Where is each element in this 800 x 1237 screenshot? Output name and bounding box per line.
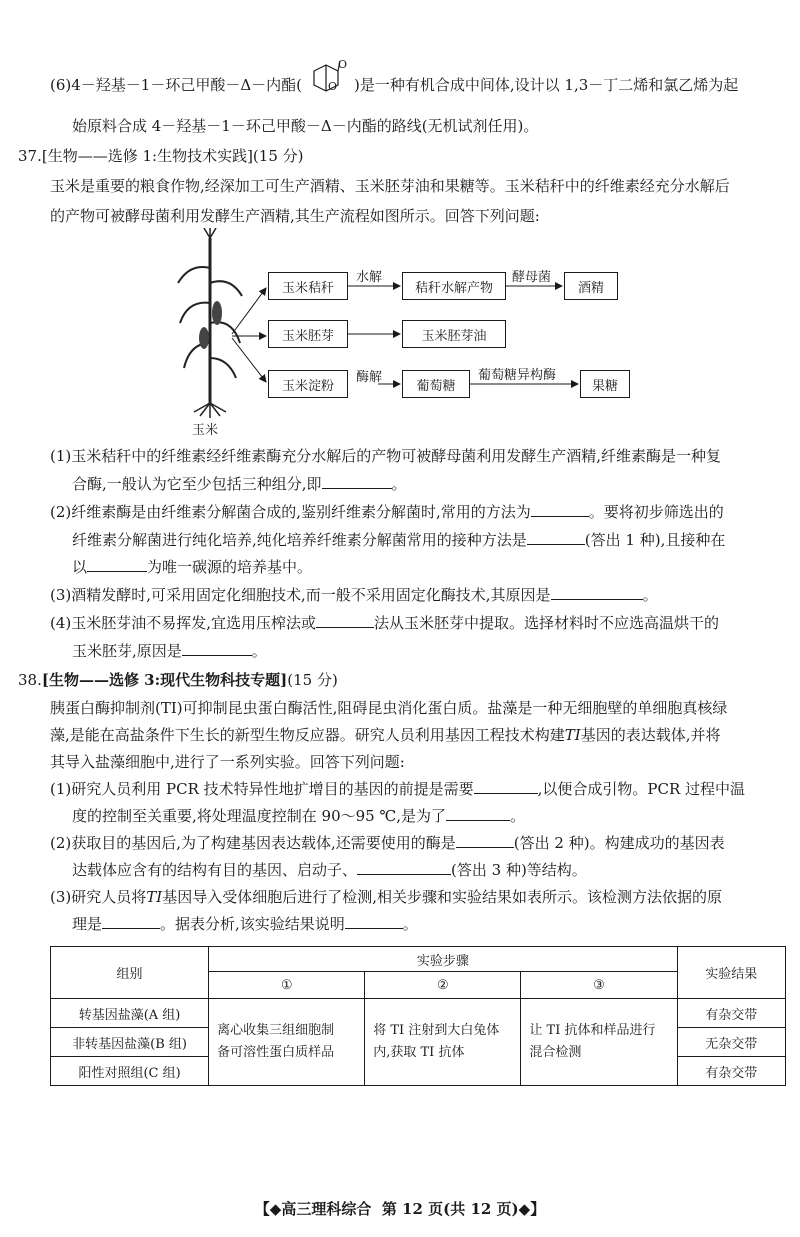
- q38-2-text-c: 达载体应含有的结构有目的基因、启动子、: [72, 861, 358, 879]
- q37-1-line2: [72, 474, 407, 494]
- col-header-step1: ①: [209, 972, 365, 999]
- flow-arrows: [150, 228, 630, 428]
- q37-1-end: 。: [391, 475, 407, 493]
- footer-page-number: 第 12 页(共 12 页): [381, 1200, 519, 1218]
- table-row: [51, 999, 786, 1028]
- q37-3-text-a: (3)酒精发酵时,可采用固定化细胞技术,而一般不采用固定化酶技术,其原因是: [50, 586, 551, 604]
- row-group: 阳性对照组(C 组): [51, 1057, 209, 1086]
- col-header-step3: ③: [521, 972, 677, 999]
- answer-blank[interactable]: [357, 860, 451, 875]
- q38-3-line2: [72, 914, 418, 934]
- footer-right-mark: ◆】: [518, 1200, 546, 1218]
- box-germ-oil: 玉米胚芽油: [402, 320, 506, 348]
- box-corn-germ: 玉米胚芽: [268, 320, 348, 348]
- answer-blank[interactable]: [316, 613, 374, 628]
- answer-blank[interactable]: [474, 779, 538, 794]
- row-result: 无杂交带: [677, 1028, 785, 1057]
- q38-intro2-b: 基因的表达载体,并将: [580, 726, 721, 744]
- q37-2-text-c: 纤维素分解菌进行纯化培养,纯化培养纤维素分解菌常用的接种方法是: [72, 531, 527, 549]
- col-header-group: 组别: [51, 947, 209, 999]
- box-corn-straw: 玉米秸秆: [268, 272, 348, 300]
- box-straw-hydrolysate: 秸秆水解产物: [402, 272, 506, 300]
- col-header-steps: 实验步骤: [209, 947, 677, 972]
- q38-2-text-d: (答出 3 种)等结构。: [451, 861, 587, 879]
- row-result: 有杂交带: [677, 999, 785, 1028]
- q38-1-text-a: (1)研究人员利用 PCR 技术特异性地扩增目的基因的前提是需要: [50, 780, 474, 798]
- q38-2-line2: [72, 860, 587, 880]
- q37-3-line: [50, 585, 658, 605]
- q38-intro2-a: 藻,是能在高盐条件下生长的新型生物反应器。研究人员利用基因工程技术构建: [50, 726, 565, 744]
- q37-4-line1: [50, 613, 719, 633]
- q38-2-text-a: (2)获取目的基因后,为了构建基因表达载体,还需要使用的酶是: [50, 834, 456, 852]
- footer-title: 高三理科综合: [281, 1200, 372, 1218]
- struct-o-top: O: [338, 58, 348, 71]
- row-group: 非转基因盐藻(B 组): [51, 1028, 209, 1057]
- page-footer: [0, 1198, 800, 1219]
- struct-o-ring: O: [328, 80, 338, 93]
- q38-1-text-b: ,以便合成引物。PCR 过程中温: [537, 780, 746, 798]
- q38-2-text-b: (答出 2 种)。构建成功的基因表: [513, 834, 725, 852]
- q37-2-text-e: 以: [72, 558, 88, 576]
- q38-3-line1: [50, 887, 722, 907]
- label-hydrolysis: 水解: [356, 270, 383, 285]
- label-enzymolysis: 酶解: [356, 370, 383, 385]
- q38-intro3: 其导入盐藻细胞中,进行了一系列实验。回答下列问题:: [50, 753, 405, 771]
- q38-intro1: 胰蛋白酶抑制剂(TI)可抑制昆虫蛋白酶活性,阻碍昆虫消化蛋白质。盐藻是一种无细胞壁的单细胞真核绿: [50, 699, 728, 717]
- q37-1-line1: (1)玉米秸秆中的纤维素经纤维素酶充分水解后的产物可被酵母菌利用发酵生产酒精,纤维素酶是一种复: [50, 447, 722, 465]
- q36-6-line1: [50, 58, 739, 103]
- q37-2-line2: [72, 530, 725, 550]
- q38-3-text-c: 理是: [72, 915, 103, 933]
- q37-2-line1: [50, 502, 724, 522]
- footer-left-mark: 【◆: [254, 1200, 282, 1218]
- q36-6-prefix: (6)4－羟基－1－环己甲酸－Δ－内酯(: [50, 76, 303, 94]
- production-flow-diagram: [150, 228, 630, 443]
- q37-4-line2: [72, 641, 267, 661]
- q38-3-text-b: 基因导入受体细胞后进行了检测,相关步骤和实验结果如表所示。该检测方法依据的原: [162, 888, 722, 906]
- q37-4-text-a: (4)玉米胚芽油不易挥发,宜选用压榨法或: [50, 614, 317, 632]
- q38-3-text-e: 。: [402, 915, 418, 933]
- answer-blank[interactable]: [551, 585, 643, 600]
- step3-cell: [521, 999, 677, 1086]
- row-result: 有杂交带: [677, 1057, 785, 1086]
- q38-intro2: [50, 725, 721, 745]
- answer-blank[interactable]: [87, 557, 147, 572]
- box-alcohol: 酒精: [564, 272, 618, 300]
- q37-2-text-a: (2)纤维素酶是由纤维素分解菌合成的,鉴别纤维素分解菌时,常用的方法为: [50, 503, 531, 521]
- answer-blank[interactable]: [102, 914, 160, 929]
- q37-intro2: 的产物可被酵母菌利用发酵生产酒精,其生产流程如图所示。回答下列问题:: [50, 207, 540, 225]
- q38-3-ti: TI: [146, 888, 163, 906]
- q36-6-suffix: )是一种有机合成中间体,设计以 1,3－丁二烯和氯乙烯为起: [354, 76, 739, 94]
- q38-1-text-d: 。: [510, 807, 526, 825]
- box-fructose: 果糖: [580, 370, 630, 398]
- col-header-step2: ②: [365, 972, 521, 999]
- answer-blank[interactable]: [322, 474, 392, 489]
- q38-1-line1: [50, 779, 745, 799]
- q37-3-text-b: 。: [642, 586, 658, 604]
- q37-2-text-f: 为唯一碳源的培养基中。: [147, 558, 313, 576]
- q38-header: [18, 670, 338, 690]
- experiment-table: [50, 946, 786, 1086]
- q38-number: 38.: [18, 671, 42, 689]
- answer-blank[interactable]: [527, 530, 585, 545]
- q37-2-text-d: (答出 1 种),且接种在: [584, 531, 726, 549]
- q37-4-text-b: 法从玉米胚芽中提取。选择材料时不应选高温烘干的: [374, 614, 720, 632]
- label-yeast: 酵母菌: [512, 270, 552, 285]
- label-isomerase: 葡萄糖异构酶: [478, 368, 557, 383]
- q38-intro2-ti: TI: [564, 726, 581, 744]
- plant-label: 玉米: [192, 423, 219, 438]
- answer-blank[interactable]: [531, 502, 589, 517]
- answer-blank[interactable]: [345, 914, 403, 929]
- lactone-structure: [302, 58, 354, 103]
- step2-cell: [365, 999, 521, 1086]
- q38-1-line2: [72, 806, 525, 826]
- step1-text-b: 备可溶性蛋白质样品: [217, 1045, 335, 1060]
- box-glucose: 葡萄糖: [402, 370, 470, 398]
- q37-intro1: 玉米是重要的粮食作物,经深加工可生产酒精、玉米胚芽油和果糖等。玉米秸秆中的纤维素经充分水解后: [50, 177, 730, 195]
- q36-6-line2: 始原料合成 4－羟基－1－环己甲酸－Δ－内酯的路线(无机试剂任用)。: [72, 117, 539, 135]
- step2-text-b: 内,获取 TI 抗体: [373, 1045, 465, 1060]
- q38-score: (15 分): [287, 671, 338, 689]
- q37-4-text-d: 。: [251, 642, 267, 660]
- q37-1-text: 合酶,一般认为它至少包括三种组分,即: [72, 475, 322, 493]
- step3-text-b: 混合检测: [529, 1045, 582, 1060]
- q38-1-text-c: 度的控制至关重要,将处理温度控制在 90～95 ℃,是为了: [72, 807, 447, 825]
- q37-header: 37.[生物——选修 1:生物技术实践](15 分): [18, 147, 304, 165]
- step2-text-a: 将 TI 注射到大白兔体: [373, 1023, 500, 1038]
- q38-2-line1: [50, 833, 725, 853]
- col-header-result: 实验结果: [677, 947, 785, 999]
- q38-title: [生物——选修 3:现代生物科技专题]: [41, 671, 288, 689]
- q37-2-text-b: 。要将初步筛选出的: [588, 503, 724, 521]
- answer-blank[interactable]: [182, 641, 252, 656]
- q37-4-text-c: 玉米胚芽,原因是: [72, 642, 182, 660]
- step1-text-a: 离心收集三组细胞制: [217, 1023, 335, 1038]
- answer-blank[interactable]: [456, 833, 514, 848]
- q38-3-text-d: 。据表分析,该实验结果说明: [160, 915, 345, 933]
- q37-2-line3: [72, 557, 312, 577]
- q38-3-text-a: (3)研究人员将: [50, 888, 147, 906]
- step1-cell: [209, 999, 365, 1086]
- answer-blank[interactable]: [446, 806, 510, 821]
- row-group: 转基因盐藻(A 组): [51, 999, 209, 1028]
- box-corn-starch: 玉米淀粉: [268, 370, 348, 398]
- step3-text-a: 让 TI 抗体和样品进行: [529, 1023, 656, 1038]
